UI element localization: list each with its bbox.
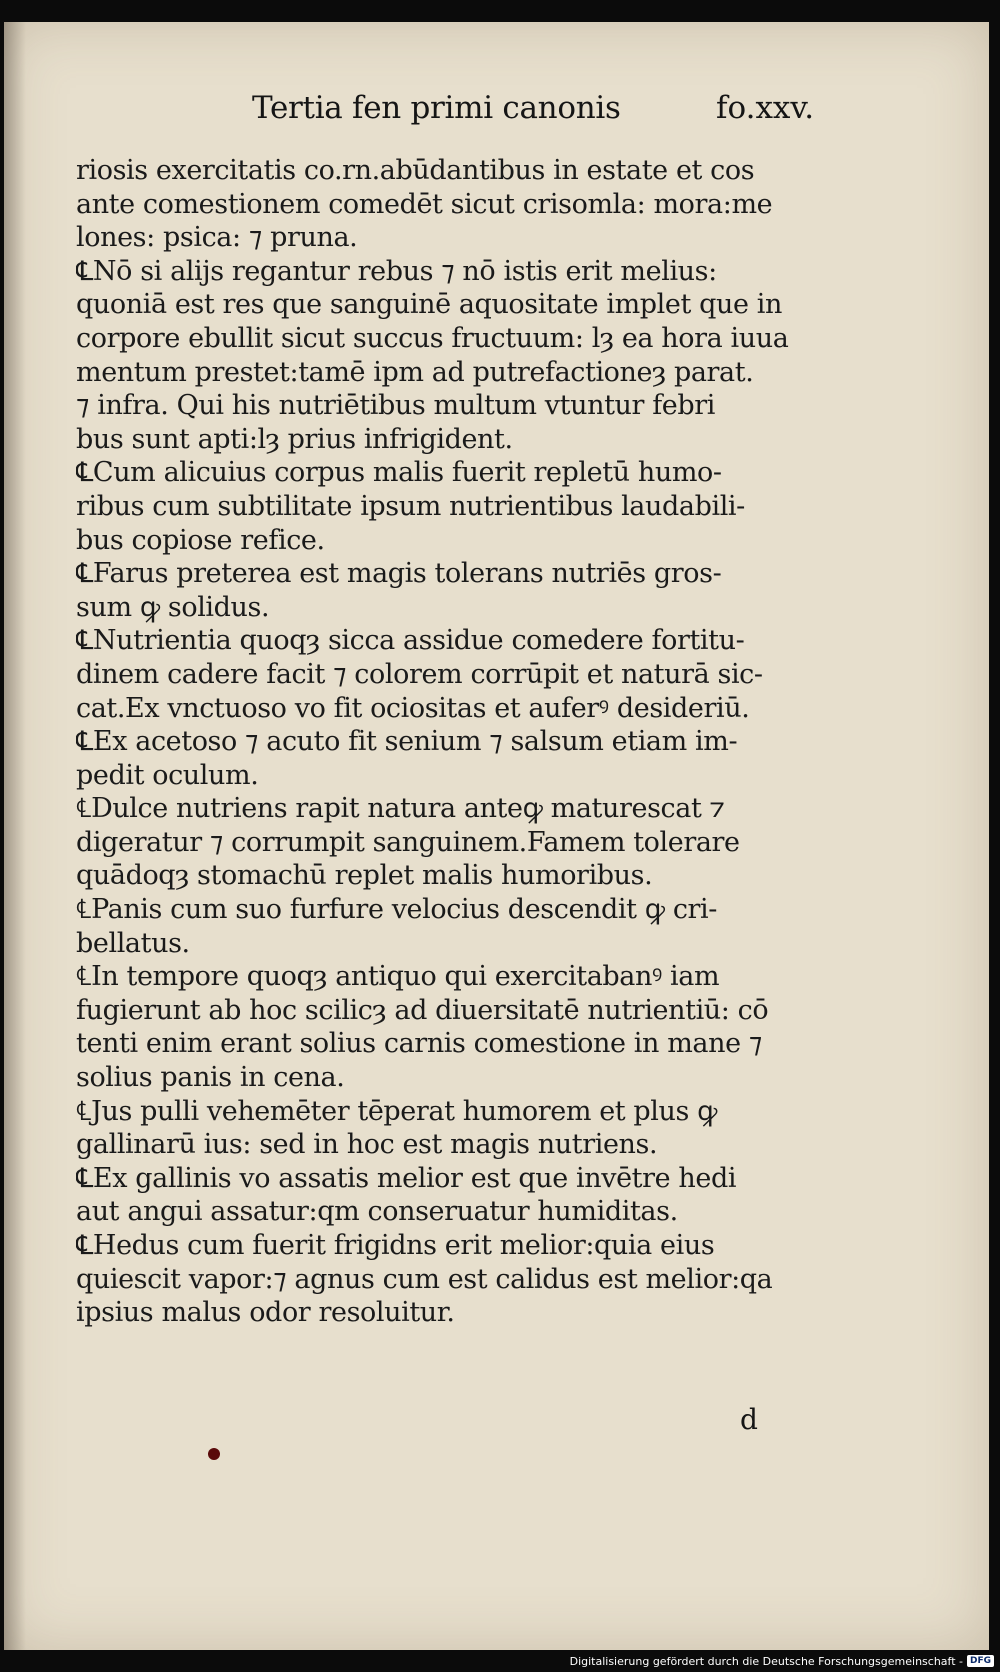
- text-line: bellatus.: [76, 927, 190, 959]
- dfg-logo: DFG: [967, 1655, 994, 1667]
- text-line: dinem cadere facit ⁊ colorem corrūpit et naturā sic-: [76, 658, 763, 690]
- signature-mark: d: [740, 1403, 758, 1436]
- page-header: [4, 90, 989, 134]
- text-line: ℄Ex gallinis vo assatis melior est que invētre hedi: [76, 1162, 737, 1194]
- text-line: ⁊ infra. Qui his nutriētibus multum vtuntur febri: [76, 390, 715, 422]
- text-line: lones: psica: ⁊ pruna.: [76, 222, 358, 254]
- text-line: ℄Nutrientia quoqȝ sicca assidue comedere fortitu-: [76, 625, 745, 657]
- text-line: gallinarū ius: sed in hoc est magis nutriens.: [76, 1129, 658, 1161]
- text-line: ℄Panis cum suo furfure velocius descendit ꝙ cri-: [76, 894, 718, 926]
- text-line: ℄In tempore quoqȝ antiquo qui exercitabanꝰ iam: [76, 961, 720, 993]
- text-line: ℄Cum alicuius corpus malis fuerit repletū humo-: [76, 457, 722, 489]
- text-line: quādoqȝ stomachū replet malis humoribus.: [76, 860, 653, 892]
- text-line: quoniā est res que sanguinē aquositate implet que in: [76, 289, 782, 321]
- text-line: ℄Nō si alijs regantur rebus ⁊ nō istis erit melius:: [76, 255, 717, 287]
- text-line: solius panis in cena.: [76, 1062, 345, 1094]
- text-line: ribus cum subtilitate ipsum nutrientibus laudabili-: [76, 490, 745, 522]
- text-line: sum ꝙ solidus.: [76, 591, 270, 623]
- text-line: corpore ebullit sicut succus fructuum: lȝ ea hora iuua: [76, 322, 789, 354]
- text-line: riosis exercitatis co.rn.abūdantibus in estate et cos: [76, 155, 755, 186]
- ink-spot: [208, 1448, 220, 1460]
- text-line: pedit oculum.: [76, 759, 259, 791]
- text-line: cat.Ex vnctuoso vo fit ociositas et auferꝰ desideriū.: [76, 692, 750, 724]
- text-line: aut angui assatur:qm conseruatur humiditas.: [76, 1196, 678, 1228]
- text-line: ℄Dulce nutriens rapit natura anteꝙ maturescat ⁊: [76, 793, 725, 825]
- text-line: quiescit vapor:⁊ agnus cum est calidus est melior:qa: [76, 1263, 773, 1295]
- text-line: ℄Hedus cum fuerit frigidns erit melior:quia eius: [76, 1230, 715, 1261]
- text-line: ante comestionem comedēt sicut crisomla: mora:me: [76, 188, 773, 220]
- digitization-footer: [570, 1653, 994, 1669]
- text-line: bus copiose refice.: [76, 524, 325, 556]
- text-line: tenti enim erant solius carnis comestione in mane ⁊: [76, 1028, 762, 1060]
- text-line: ℄Jus pulli vehemēter tēperat humorem et plus ꝙ: [76, 1095, 718, 1127]
- text-line: mentum prestet:tamē ipm ad putrefactioneȝ parat.: [76, 356, 754, 388]
- funding-credit: Digitalisierung gefördert durch die Deutsche Forschungsgemeinschaft -: [569, 1654, 963, 1668]
- folio-number: fo.xxv.: [716, 90, 815, 126]
- text-line: ipsius malus odor resoluitur.: [76, 1297, 455, 1329]
- text-line: fugierunt ab hoc scilicȝ ad diuersitatē nutrientiū: cō: [76, 994, 769, 1026]
- text-block: [76, 154, 851, 1330]
- running-title: Tertia fen primi canonis: [252, 90, 621, 126]
- book-page: [4, 22, 989, 1650]
- text-line: bus sunt apti:lȝ prius infrigident.: [76, 423, 513, 455]
- page-gutter-shadow: [4, 22, 26, 1650]
- text-line: digeratur ⁊ corrumpit sanguinem.Famem tolerare: [76, 826, 740, 858]
- text-line: ℄Ex acetoso ⁊ acuto fit senium ⁊ salsum etiam im-: [76, 726, 738, 758]
- text-line: ℄Farus preterea est magis tolerans nutriēs gros-: [76, 558, 722, 590]
